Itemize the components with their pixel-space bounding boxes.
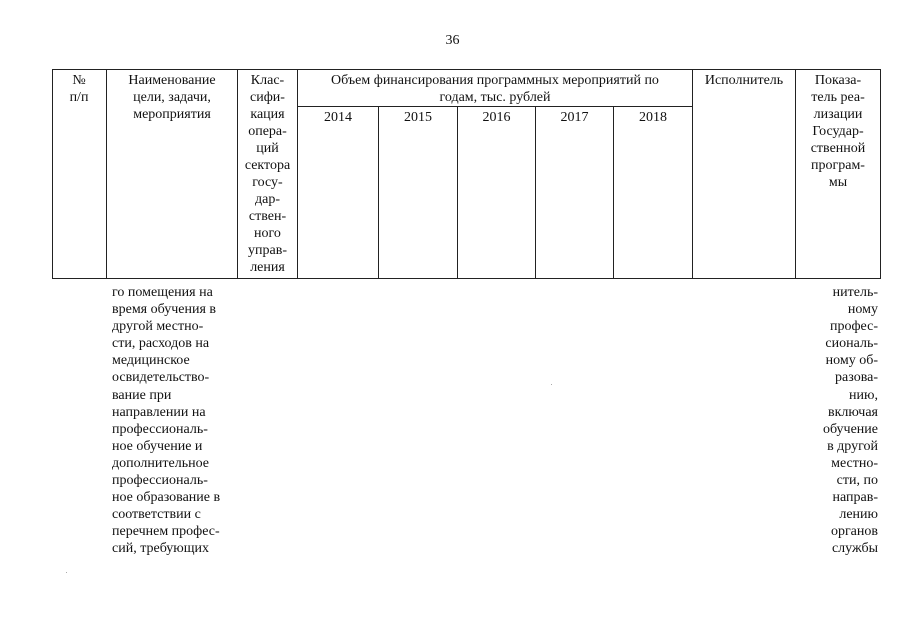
year-divider-1 [378, 106, 379, 279]
header-indicator-line: лизации [813, 107, 863, 122]
header-executor-line: Исполнитель [704, 73, 784, 88]
header-table [52, 69, 881, 279]
header-executor [693, 72, 795, 89]
col-divider-4 [692, 69, 693, 279]
text-line: лению [839, 507, 878, 523]
header-indicator-line: Государ- [812, 124, 864, 139]
header-classification-line: дар- [255, 192, 280, 207]
text-line: перечнем профес- [112, 524, 220, 540]
text-line: нию, [849, 387, 878, 403]
funding-group-divider [297, 106, 692, 107]
text-line: медицинское [112, 353, 190, 369]
header-indicator-line: програм- [811, 158, 865, 173]
text-line: профессиональ- [112, 421, 208, 437]
header-classification-line: Клас- [250, 73, 285, 88]
text-line: нитель- [832, 285, 878, 300]
header-funding-line: Объем финансирования программных мероприятий по [331, 73, 659, 88]
header-indicator [796, 72, 880, 191]
header-year-2014: 2014 [324, 110, 352, 125]
text-line: сти, по [836, 473, 878, 489]
header-year-2015: 2015 [404, 110, 432, 125]
year-divider-2 [457, 106, 458, 279]
year-divider-3 [535, 106, 536, 279]
text-line: освидетельство- [112, 370, 210, 386]
header-name-line: Наименование [128, 73, 216, 88]
header-classification-line: кация [250, 107, 285, 122]
text-line: ное образование в [112, 490, 221, 506]
header-classification-line: ций [256, 141, 279, 156]
header-classification-line: сифи- [250, 90, 285, 105]
table-right-border [880, 69, 881, 279]
text-line: сиональ- [825, 336, 878, 352]
header-indicator-line: ственной [810, 141, 866, 156]
page-number: 36 [445, 33, 460, 48]
text-line: направлении на [112, 404, 206, 420]
scan-speck [66, 572, 67, 573]
text-line: направ- [832, 490, 878, 506]
table-bottom-border [52, 278, 881, 279]
text-line: профессиональ- [112, 473, 208, 489]
header-classification-line: управ- [248, 243, 287, 258]
header-funding-group [298, 72, 692, 106]
header-indicator-line: мы [828, 175, 848, 190]
indicator-text [800, 284, 878, 558]
header-classification-line: ления [250, 260, 285, 275]
header-name [107, 72, 237, 123]
text-line: го помещения на [112, 285, 213, 300]
header-classification-line: сектора [244, 158, 291, 173]
header-classification-line: ствен- [248, 209, 287, 224]
text-line: в другой [827, 438, 878, 454]
text-line: службы [831, 541, 878, 557]
header-number [52, 72, 106, 106]
header-funding-line: годам, тыс. рублей [439, 90, 551, 105]
header-indicator-line: Показа- [814, 73, 862, 88]
header-classification-line: госу- [252, 175, 283, 190]
year-divider-4 [613, 106, 614, 279]
text-line: другой местно- [112, 319, 204, 335]
text-line: профес- [829, 319, 878, 335]
header-name-line: цели, задачи, [133, 90, 211, 105]
text-line: соответствии с [112, 507, 201, 523]
table-top-border [52, 69, 881, 70]
text-line: обучение [822, 421, 878, 437]
header-year-2018: 2018 [639, 110, 667, 125]
text-line: ному об- [825, 353, 878, 369]
measure-description-text [112, 284, 247, 558]
text-line: вание при [112, 387, 172, 403]
text-line: дополнительное [112, 455, 209, 471]
header-number-line: п/п [69, 90, 89, 105]
text-line: ному [847, 302, 878, 318]
text-line: сий, требующих [112, 541, 210, 557]
header-year-2017: 2017 [560, 110, 589, 125]
header-year-2016: 2016 [482, 110, 511, 125]
text-line: местно- [831, 455, 878, 471]
scan-speck [551, 384, 552, 385]
header-classification-line: опера- [248, 124, 287, 139]
text-line: разова- [835, 370, 878, 386]
text-line: время обучения в [112, 302, 217, 318]
text-line: ное обучение и [112, 438, 203, 454]
text-line: сти, расходов на [112, 336, 210, 352]
header-name-line: мероприятия [133, 107, 211, 122]
text-line: органов [830, 524, 878, 540]
text-line: включая [827, 404, 878, 420]
header-classification-line: ного [254, 226, 281, 241]
header-number-line: № [72, 73, 86, 88]
header-indicator-line: тель реа- [811, 90, 865, 105]
header-classification [238, 72, 297, 276]
